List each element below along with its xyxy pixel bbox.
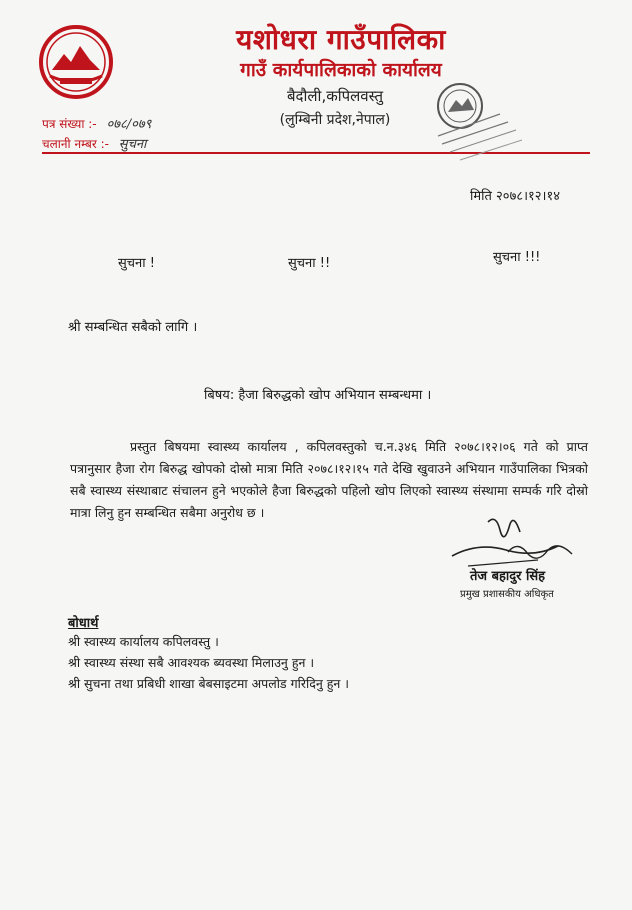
office-title: यशोधरा गाउँपालिका	[236, 23, 446, 56]
dispatch-number	[42, 134, 146, 152]
cc-heading: बोधार्थ	[68, 616, 99, 631]
dispatch-number-value: सुचना	[118, 137, 147, 152]
subject-line: बिषय: हैजा बिरुद्धको खोप अभियान सम्बन्धमा ।	[204, 388, 432, 403]
cc-item: श्री स्वास्थ्य कार्यालय कपिलवस्तु ।	[68, 634, 219, 649]
dispatch-number-label: चलानी नम्बर :-	[42, 137, 109, 151]
notice-heading-3: सुचना !!!	[493, 250, 541, 265]
notice-heading-2: सुचना !!	[288, 256, 331, 271]
municipality-emblem-icon	[38, 24, 114, 100]
office-address: बैदौली,कपिलवस्तु	[286, 87, 384, 105]
letter-number-value: ०७८/०७९	[106, 117, 152, 132]
signatory-post: प्रमुख प्रशासकीय अधिकृत	[460, 589, 554, 600]
letter-body: प्रस्तुत बिषयमा स्वास्थ्य कार्यालय , कपिलवस्तुको च.न.३४६ मिति २०७८।१२।०६ गते को प्राप्त पत्रानुसार हैजा रोग बिरुद्ध खोपको दोस्रो मात्रा मिति २०७८।१२।१५ गते देखि खुवाउने अभियान गाउँपालिका भित्रको सबै स्वास्थ्य संस्थाबाट संचालन हुने भएकोले हैजा बिरुद्धको पहिलो खोप लिएको स्वास्थ्य संस्थामा सम्पर्क गरि दोस्रो मात्रा लिनु हुन सम्बन्धित सबैमा अनुरोध छ ।	[70, 439, 588, 520]
letter-date: मिति २०७८।१२।१४	[470, 189, 560, 204]
recipient-line: श्री सम्बन्धित सबैको लागि ।	[68, 320, 198, 335]
office-subtitle: गाउँ कार्यपालिकाको कार्यालय	[240, 59, 442, 81]
cc-item: श्री सुचना तथा प्रबिधी शाखा बेबसाइटमा अपलोड गरिदिनु हुन ।	[68, 676, 350, 691]
notice-heading-1: सुचना !	[118, 256, 155, 271]
office-stamp-icon	[430, 80, 538, 168]
letter-number	[42, 114, 151, 132]
signature-icon	[448, 512, 578, 574]
office-province: (लुम्बिनी प्रदेश,नेपाल)	[279, 112, 391, 128]
signatory-name: तेज बहादुर सिंह	[470, 569, 546, 584]
cc-item: श्री स्वास्थ्य संस्था सबै आवश्यक ब्यवस्था मिलाउनु हुन ।	[68, 655, 315, 670]
letter-number-label: पत्र संख्या :-	[42, 117, 97, 131]
